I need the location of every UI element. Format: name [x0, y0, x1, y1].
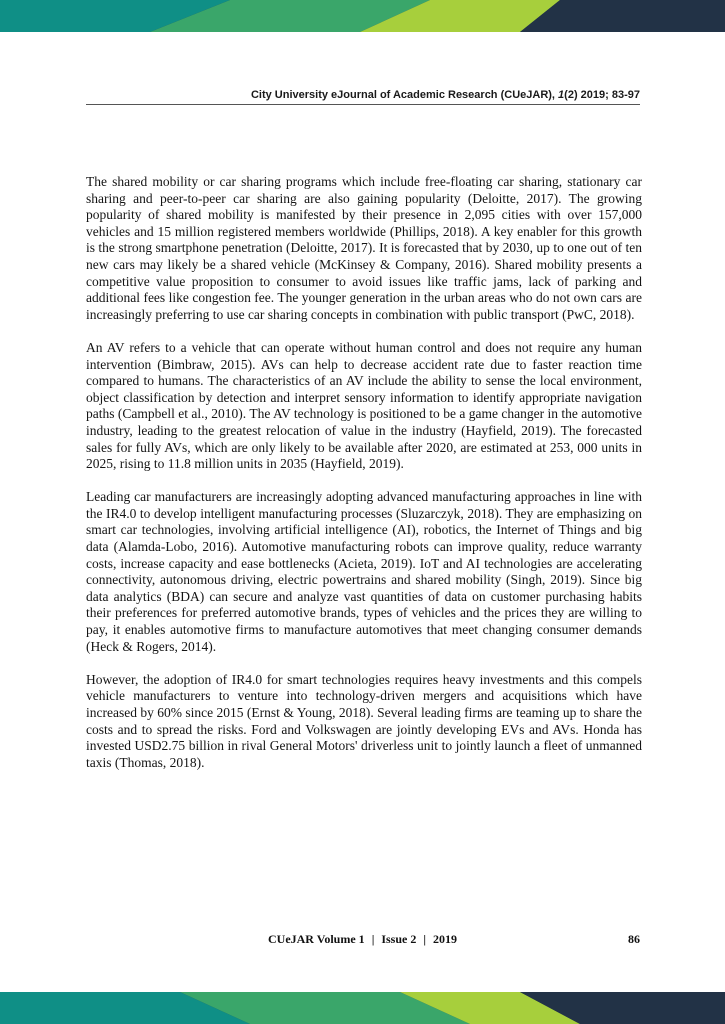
bottom-band-graphic — [0, 992, 725, 1024]
running-head-tail: (2) 2019; 83-97 — [564, 89, 640, 101]
running-head — [0, 89, 640, 101]
footer-journal: CUeJAR — [267, 932, 314, 946]
footer-year: 2019 — [433, 932, 458, 946]
paragraph-manufacturers-ir40: Leading car manufacturers are increasingly adopting advanced manufacturing approaches in line with the IR4.0 to develop intelligent manufacturing processes (Sluzarczyk, 2018). They are emphasizing on smart car technologies, involving artificial intelligence (AI), robotics, the Internet of Things and big data (Alamda-Lobo, 2016). Automotive manufacturing robots can improve quality, reduce warranty costs, increase capacity and ease bottlenecks (Acieta, 2019). IoT and AI technologies are accelerating connectivity, autonomous driving, electric powertrains and shared mobility (Singh, 2019). Since big data analytics (BDA) can secure and analyze vast quantities of data on customer purchasing habits their preferences for preferred automotive brands, types of vehicles and the prices they are willing to pay, it enables automotive firms to manufacture automotives that meet changing consumer demands (Heck & Rogers, 2014). — [86, 489, 642, 654]
header-rule — [86, 104, 640, 105]
running-head-main: City University eJournal of Academic Research (CUeJAR), — [250, 89, 559, 101]
footer-separator: | — [371, 932, 375, 946]
footer-issue: Issue 2 — [381, 932, 417, 946]
top-band-graphic — [0, 0, 725, 32]
running-head-volume: 1 — [558, 89, 565, 101]
bottom-decorative-band — [0, 992, 725, 1024]
top-decorative-band — [0, 0, 725, 32]
footer-separator: | — [423, 932, 427, 946]
paragraph-autonomous-vehicles: An AV refers to a vehicle that can operate without human control and does not require any human intervention (Bimbraw, 2015). AVs can help to decrease accident rate due to faster reaction time compared to humans. The characteristics of an AV include the ability to sense the local environment, object classification by detection and interpret sensory information to identify appropriate navigation paths (Campbell et al., 2010). The AV technology is positioned to be a game changer in the automotive industry, leading to the greatest relocation of value in the industry (Hayfield, 2019). The forecasted sales for fully AVs, which are only likely to be available after 2020, are estimated at 253, 000 units in 2025, rising to 11.8 million units in 2035 (Hayfield, 2019). — [86, 339, 642, 472]
article-body — [86, 174, 642, 788]
page-number: 86 — [628, 932, 640, 946]
footer-volume: Volume 1 — [316, 932, 365, 946]
paragraph-investments: However, the adoption of IR4.0 for smart technologies requires heavy investments and this compels vehicle manufacturers to venture into technology-driven mergers and acquisitions which have increased by 60% since 2015 (Ernst & Young, 2018). Several leading firms are teaming up to share the costs and to spread the risks. Ford and Volkswagen are jointly developing EVs and AVs. Honda has invested USD2.75 billion in rival General Motors' driverless unit to jointly launch a fleet of unmanned taxis (Thomas, 2018). — [86, 671, 642, 770]
paragraph-shared-mobility: The shared mobility or car sharing programs which include free-floating car sharing, stationary car sharing and peer-to-peer car sharing are also gaining popularity (Deloitte, 2017). The growing popularity of shared mobility is manifested by their presence in 2,095 cities with over 157,000 vehicles and 15 million registered members worldwide (Phillips, 2018). A key enabler for this growth is the strong smartphone penetration (Deloitte, 2017). It is forecasted that by 2030, up to one out of ten new cars may likely be a shared vehicle (McKinsey & Company, 2016). Shared mobility presents a competitive value proposition to consumer to avoid issues like traffic jams, lack of parking and additional fees like congestion fee. The younger generation in the urban areas who do not own cars are increasingly preferring to use car sharing concepts in combination with public transport (PwC, 2018). — [86, 174, 642, 322]
